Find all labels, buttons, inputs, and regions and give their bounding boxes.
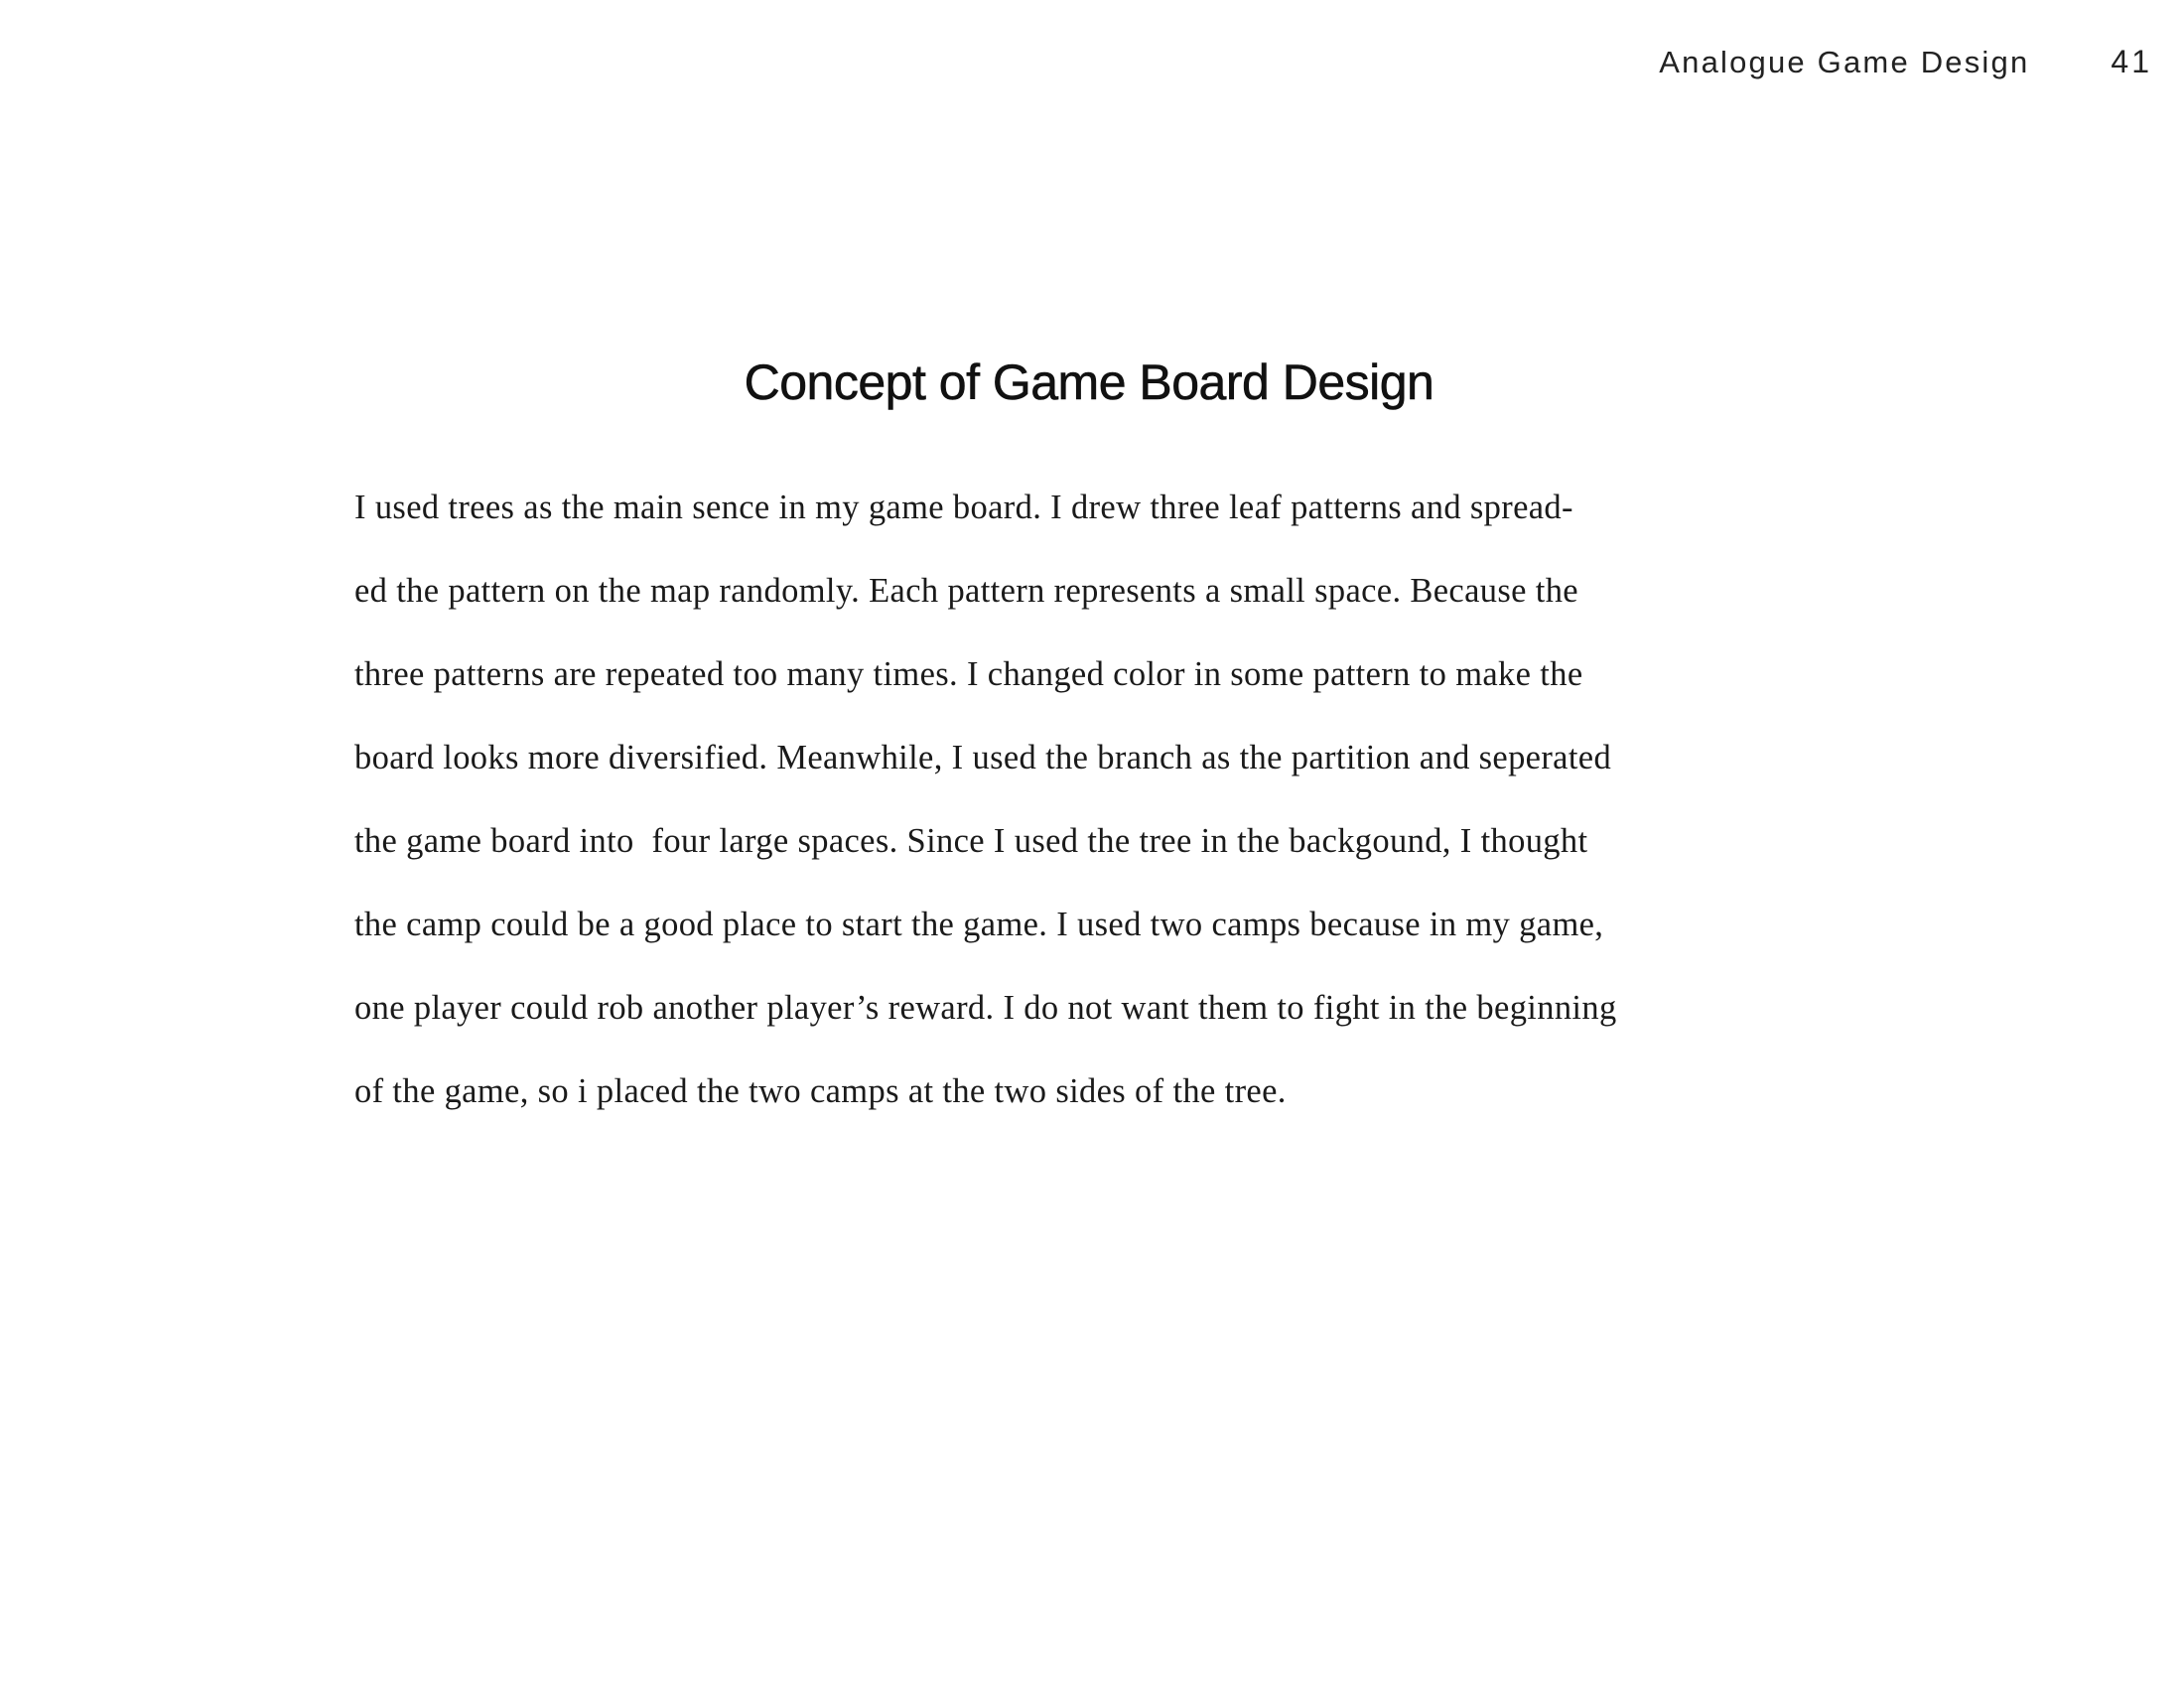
paragraph-line: of the game, so i placed the two camps at the two sides of the tree. — [354, 1072, 1287, 1110]
paragraph-line: ed the pattern on the map randomly. Each pattern represents a small space. Because the — [354, 572, 1578, 610]
book-title: Analogue Game Design — [1659, 45, 2030, 79]
paragraph-line: board looks more diversified. Meanwhile, I used the branch as the partition and seperated — [354, 739, 1612, 776]
body-paragraph — [354, 466, 1863, 1133]
paragraph-line: one player could rob another player’s reward. I do not want them to fight in the beginning — [354, 989, 1617, 1027]
paragraph-line: I used trees as the main sence in my game board. I drew three leaf patterns and spread- — [354, 489, 1573, 526]
section-title: Concept of Game Board Design — [744, 354, 1434, 410]
running-header — [1659, 44, 2152, 80]
paragraph-line: three patterns are repeated too many times. I changed color in some pattern to make the — [354, 655, 1583, 693]
page-content — [354, 352, 1863, 1133]
paragraph-line: the camp could be a good place to start the game. I used two camps because in my game, — [354, 906, 1604, 943]
page-number: 41 — [2111, 44, 2152, 79]
paragraph-line: the game board into four large spaces. Since I used the tree in the backgound, I thought — [354, 822, 1588, 860]
